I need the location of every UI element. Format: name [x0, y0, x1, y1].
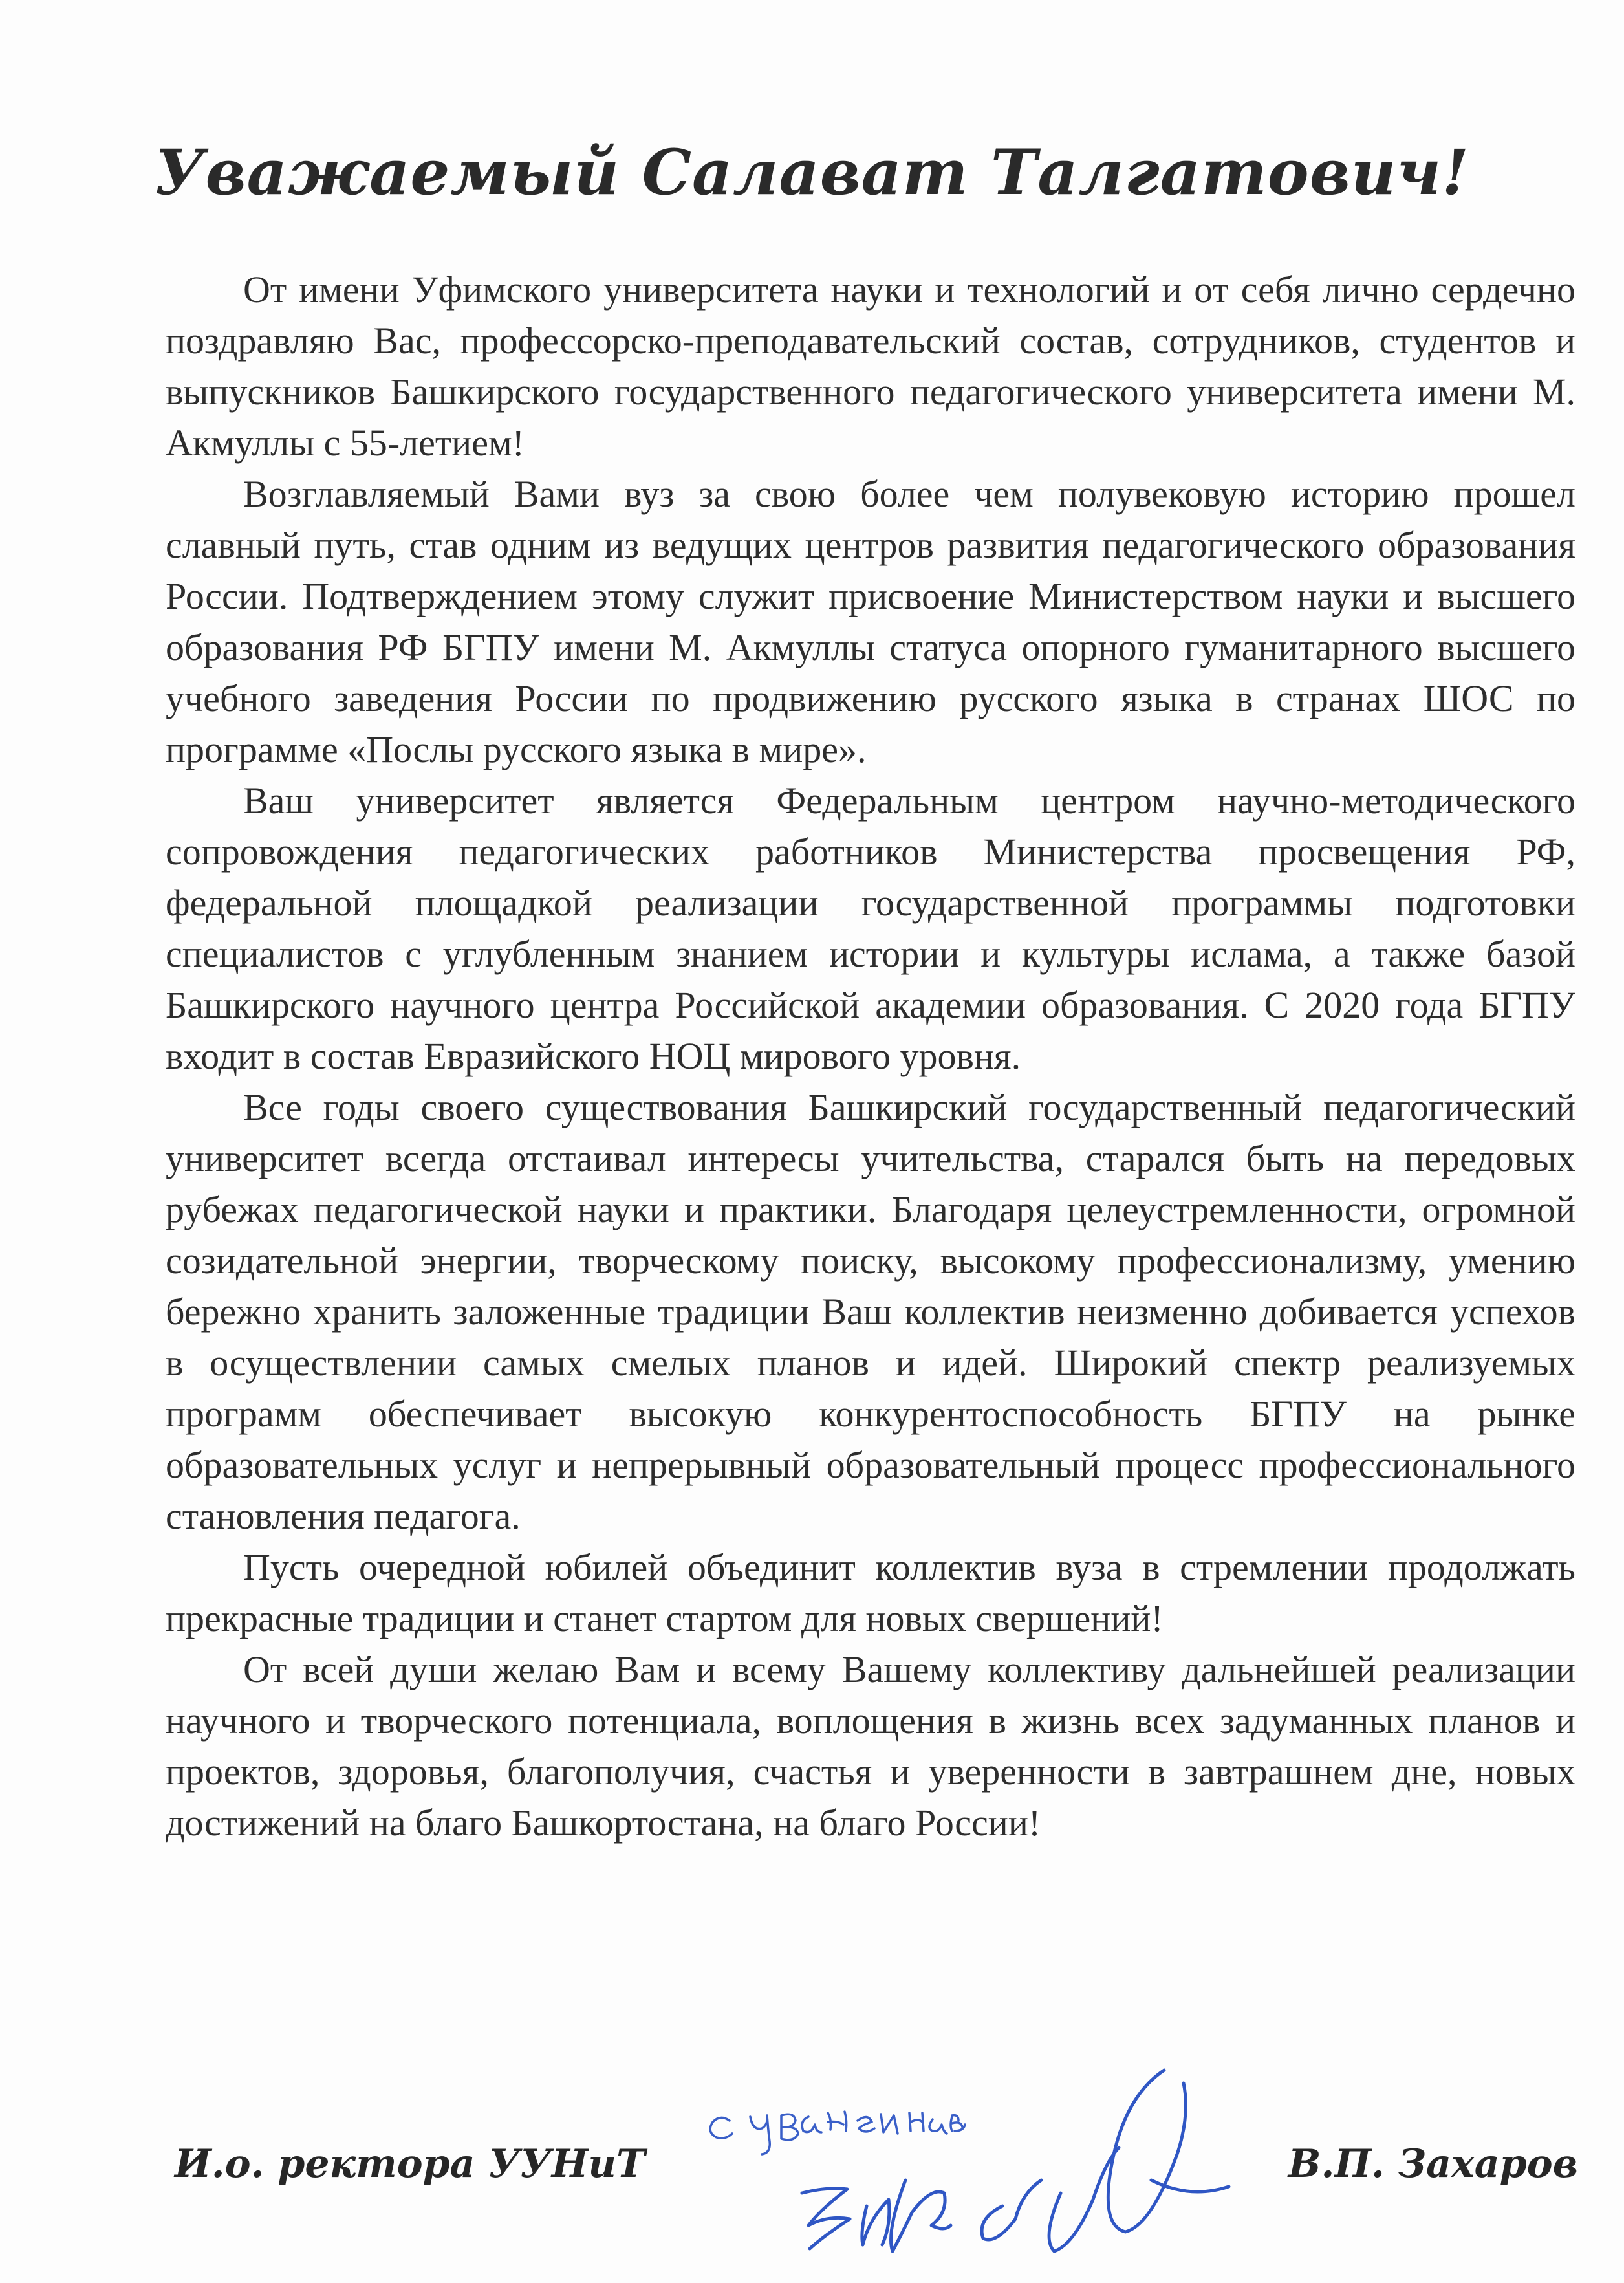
paragraph-1: От имени Уфимского университета науки и технологий и от себя лично сердечно поздравляю Вас, профессорско-преподавательский состав, сотрудников, студентов и выпускников Башкирского государственного педагогического университета имени М. Акмуллы с 55-летием!: [166, 268, 1575, 464]
paragraph-3: Ваш университет является Федеральным центром научно-методического сопровождения педагогических работников Министерства просвещения РФ, федеральной площадкой реализации государственной программы подготовки специалистов с углубленным знанием истории и культуры ислама, а также базой Башкирского научного центра Российской академии образования. С 2020 года БГПУ входит в состав Евразийского НОЦ мирового уровня.: [166, 780, 1575, 1077]
paragraph-6: От всей души желаю Вам и всему Вашему коллективу дальнейшей реализации научного и творческого потенциала, воплощения в жизнь всех задуманных планов и проектов, здоровья, благополучия, счастья и уверенности в завтрашнем дне, новых достижений на благо Башкортостана, на благо России!: [166, 1648, 1575, 1844]
signer-name: В.П. Захаров: [1288, 2141, 1578, 2187]
signer-position: И.о. ректора УУНиТ: [175, 2141, 645, 2187]
salutation: Уважаемый Салават Талгатович!: [154, 136, 1470, 209]
paragraph-2: Возглавляемый Вами вуз за свою более чем полувековую историю прошел славный путь, став одним из ведущих центров развития педагогического образования России. Подтверждением этому служит присвоение Министерством науки и высшего образования РФ БГПУ имени М. Акмуллы статуса опорного гуманитарного высшего учебного заведения России по продвижению русского языка в странах ШОС по программе «Послы русского языка в мире».: [166, 473, 1575, 770]
paragraph-5: Пусть очередной юбилей объединит коллектив вуза в стремлении продолжать прекрасные традиции и станет стартом для новых свершений!: [166, 1546, 1575, 1639]
letter-body: [166, 264, 1575, 1848]
paragraph-4: Все годы своего существования Башкирский государственный педагогический университет всегда отстаивал интересы учительства, старался быть на передовых рубежах педагогической науки и практики. Благодаря целеустремленности, огромной созидательной энергии, творческому поиску, высокому профессионализму, умению бережно хранить заложенные традиции Ваш коллектив неизменно добивается успехов в осуществлении самых смелых планов и идей. Широкий спектр реализуемых программ обеспечивает высокую конкурентоспособность БГПУ на рынке образовательных услуг и непрерывный образовательный процесс профессионального становления педагога.: [166, 1086, 1575, 1537]
signature-row: [175, 2141, 1578, 2212]
